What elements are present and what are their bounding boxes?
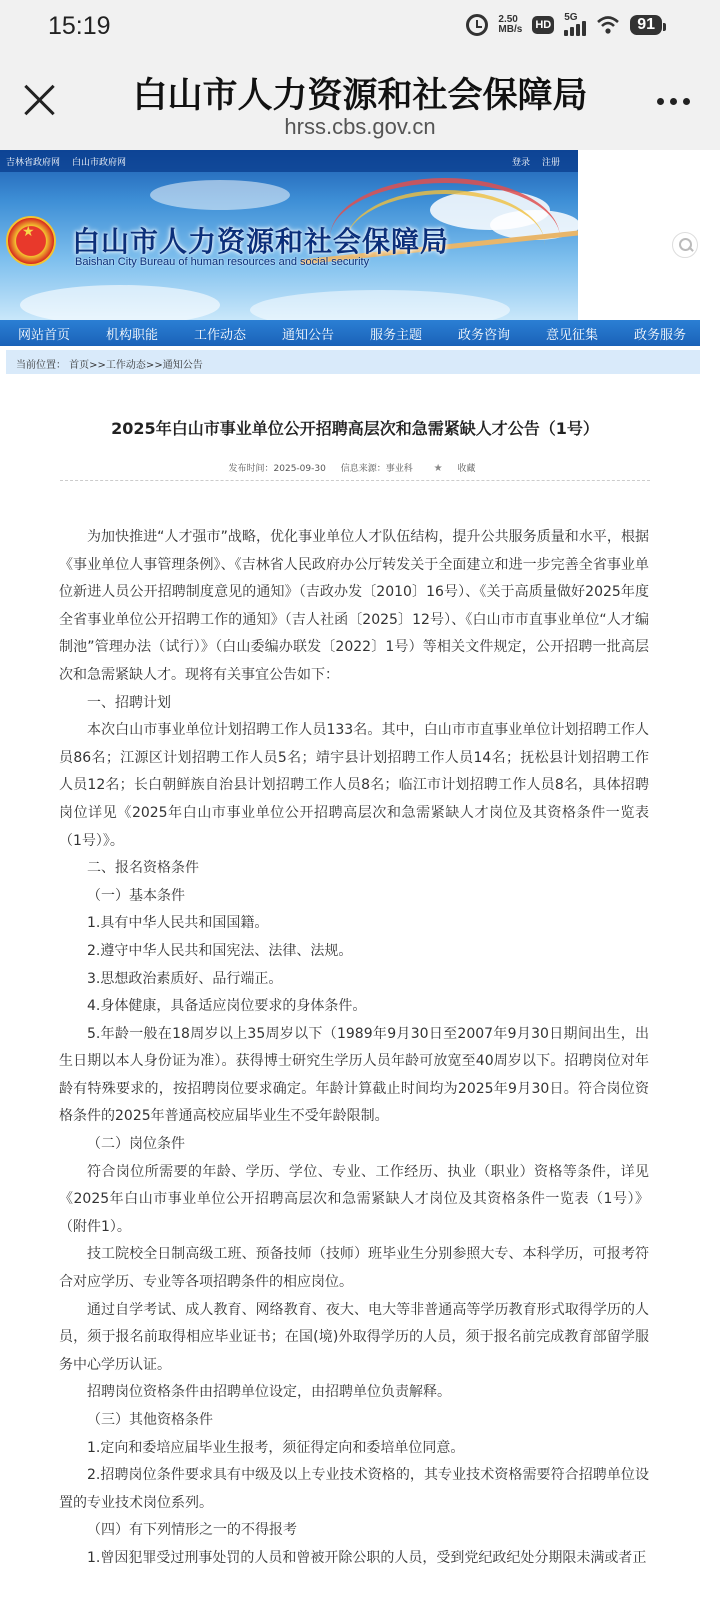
- publish-time: 发布时间：2025-09-30: [228, 464, 326, 474]
- nav-item-home[interactable]: 网站首页: [18, 327, 71, 343]
- network-speed-unit: MB/s: [498, 24, 523, 35]
- paragraph: 2.招聘岗位条件要求具有中级及以上专业技术资格的，其专业技术资格需要符合招聘单位设置的专业技术岗位系列。: [59, 1467, 649, 1511]
- paragraph: （三）其他资格条件: [87, 1412, 213, 1428]
- wifi-icon: [596, 15, 620, 35]
- paragraph: 本次白山市事业单位计划招聘工作人员133名。其中，白山市市直事业单位计划招聘工作人员86名；江源区计划招聘工作人员5名；靖宇县计划招聘工作人员14名；抚松县计划招聘工作人员12名；长白朝鲜族自治县计划招聘工作人员8名；临江市计划招聘工作人员8名，具体招聘岗位详见《2025年白山市事业单位公开招聘高层次和急需紧缺人才岗位及其资格条件一览表（1号）》。: [59, 722, 649, 849]
- nav-item-consult[interactable]: 政务咨询: [458, 327, 511, 343]
- browser-title: 白山市人力资源和社会保障局: [132, 76, 588, 116]
- article-body: [59, 524, 649, 1573]
- paragraph: 4.身体健康，具备适应岗位要求的身体条件。: [87, 998, 367, 1015]
- network-speed: [498, 15, 522, 35]
- login-link[interactable]: 登录: [512, 158, 531, 168]
- paragraph: 1.曾因犯罪受过刑事处罚的人员和曾被开除公职的人员，受到党纪政纪处分期限未满或者正: [87, 1549, 647, 1566]
- article-meta: [60, 461, 650, 474]
- alarm-icon: [466, 14, 488, 36]
- battery-icon: 91: [630, 15, 662, 35]
- national-emblem-icon: ★: [6, 216, 56, 266]
- hd-icon: HD: [532, 16, 554, 34]
- paragraph: 1.定向和委培应届毕业生报考，须征得定向和委培单位同意。: [87, 1439, 465, 1456]
- register-link[interactable]: 注册: [542, 158, 561, 168]
- search-icon[interactable]: [672, 232, 698, 258]
- paragraph: （四）有下列情形之一的不得报考: [87, 1522, 297, 1539]
- favorite-button[interactable]: [428, 464, 482, 474]
- paragraph: 技工院校全日制高级工班、预备技师（技师）班毕业生分别参照大专、本科学历，可报考符合对应学历、专业等各项招聘条件的相应岗位。: [59, 1246, 649, 1291]
- paragraph: 1.具有中华人民共和国国籍。: [87, 915, 269, 932]
- favorite-label: 收藏: [457, 464, 476, 474]
- link-jilin-gov[interactable]: 吉林省政府网: [6, 158, 61, 168]
- paragraph: （一）基本条件: [87, 887, 185, 904]
- nav-item-news[interactable]: 工作动态: [194, 327, 247, 343]
- banner-topbar: [0, 150, 578, 172]
- nav-item-functions[interactable]: 机构职能: [106, 327, 159, 343]
- nav-item-gov-services[interactable]: 政务服务: [634, 327, 687, 343]
- site-name-cn: 白山市人力资源和社会保障局: [72, 225, 450, 258]
- network-speed-value: 2.50: [498, 14, 518, 25]
- status-time: 15:19: [48, 12, 111, 40]
- network-type: 5G: [564, 12, 578, 23]
- paragraph: 2.遵守中华人民共和国宪法、法律、法规。: [87, 942, 353, 959]
- browser-header: [0, 54, 720, 150]
- main-nav: [0, 320, 700, 346]
- nav-item-services[interactable]: 服务主题: [370, 327, 423, 343]
- status-icons: [466, 14, 662, 36]
- paragraph: 二、报名资格条件: [87, 860, 199, 877]
- article-title: 2025年白山市事业单位公开招聘高层次和急需紧缺人才公告（1号）: [111, 419, 599, 438]
- paragraph: 符合岗位所需要的年龄、学历、学位、专业、工作经历、执业（职业）资格等条件，详见《2025年白山市事业单位公开招聘高层次和急需紧缺人才岗位及其资格条件一览表（1号）》（附件1）。: [59, 1163, 649, 1235]
- browser-url[interactable]: hrss.cbs.gov.cn: [284, 114, 436, 139]
- paragraph: 5.年龄一般在18周岁以上35周岁以下（1989年9月30日至2007年9月30日期间出生，出生日期以本人身份证为准）。获得博士研究生学历人员年龄可放宽至40周岁以下。招聘岗位对年龄有特殊要求的，按招聘岗位要求确定。年龄计算截止时间均为2025年9月30日。符合岗位资格条件的2025年普通高校应届毕业生不受年龄限制。: [59, 1025, 649, 1125]
- nav-item-notices[interactable]: 通知公告: [282, 327, 335, 343]
- link-baishan-gov[interactable]: 白山市政府网: [72, 158, 127, 168]
- paragraph: 为加快推进“人才强市”战略，优化事业单位人才队伍结构，提升公共服务质量和水平，根据《事业单位人事管理条例》、《吉林省人民政府办公厅转发关于全面建立和进一步完善全省事业单位新进人员公开招聘制度意见的通知》（吉政办发〔2010〕16号）、《关于高质量做好2025年度全省事业单位公开招聘工作的通知》（吉人社函〔2025〕12号）、《白山市市直事业单位“人才编制池”管理办法（试行）》（白山委编办联发〔2022〕1号）等相关文件规定，公开招聘一批高层次和急需紧缺人才。现将有关事宜公告如下：: [59, 529, 649, 683]
- divider: [60, 480, 650, 481]
- paragraph: 通过自学考试、成人教育、网络教育、夜大、电大等非普通高等学历教育形式取得学历的人员，须于报名前取得相应毕业证书；在国(境)外取得学历的人员，须于报名前完成教育部留学服务中心学历认证。: [59, 1301, 649, 1373]
- paragraph: （二）岗位条件: [87, 1136, 185, 1153]
- paragraph: 招聘岗位资格条件由招聘单位设定，由招聘单位负责解释。: [87, 1384, 451, 1401]
- site-banner: [0, 150, 578, 320]
- nav-item-opinions[interactable]: 意见征集: [546, 327, 599, 343]
- star-icon: ★: [433, 463, 443, 474]
- paragraph: 3.思想政治素质好、品行端正。: [87, 970, 283, 987]
- paragraph: 一、招聘计划: [87, 694, 171, 711]
- status-bar: [0, 0, 720, 54]
- breadcrumb[interactable]: 当前位置： 首页>>工作动态>>通知公告: [6, 350, 700, 374]
- info-source: 信息来源：事业科: [340, 464, 413, 474]
- more-options-icon[interactable]: [657, 98, 690, 105]
- signal-icon: [564, 14, 586, 36]
- site-name-en: Baishan City Bureau of human resources and social security: [75, 256, 370, 268]
